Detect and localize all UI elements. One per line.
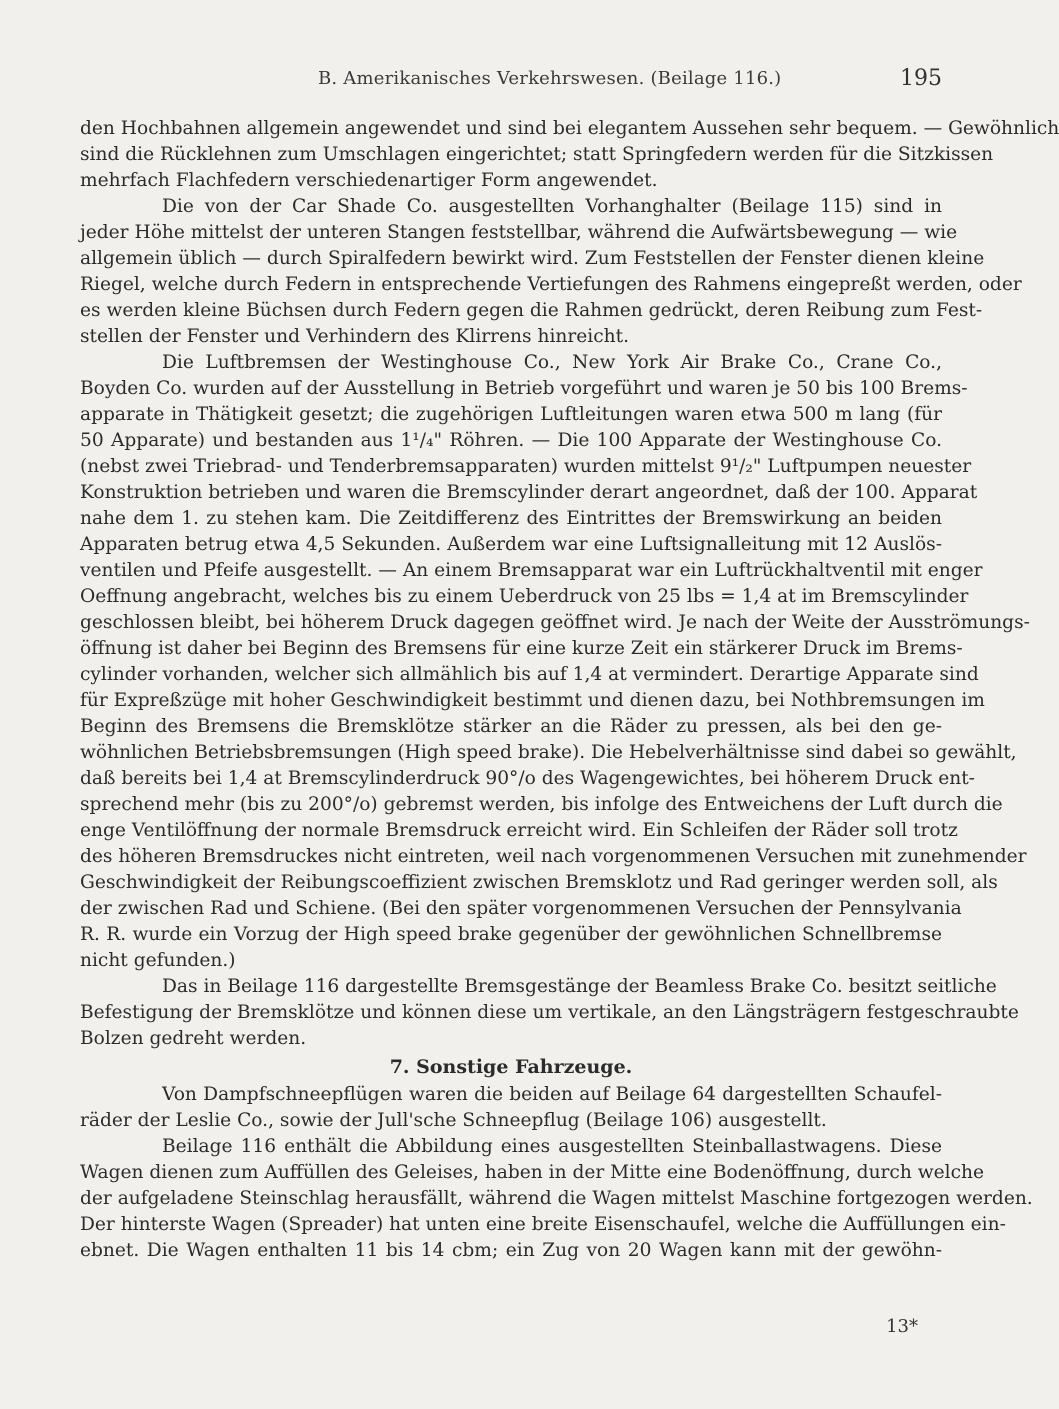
text-line: ventilen und Pfeife ausgestellt. — An einem Bremsapparat war ein Luftrückhaltventil mit enger — [80, 560, 983, 581]
page-number: 195 — [900, 66, 942, 91]
running-title: B. Amerikanisches Verkehrswesen. (Beilage 116.) — [318, 68, 782, 89]
text-line: sind die Rücklehnen zum Umschlagen eingerichtet; statt Springfedern werden für die Sitzkissen — [80, 144, 994, 165]
text-line: Geschwindigkeit der Reibungscoeffizient zwischen Bremsklotz und Rad geringer werden soll, als — [80, 872, 998, 893]
text-line: nahe dem 1. zu stehen kam. Die Zeitdifferenz des Eintrittes der Bremswirkung an beiden — [80, 508, 942, 529]
text-line: mehrfach Flachfedern verschiedenartiger Form angewendet. — [80, 170, 658, 191]
text-line: der zwischen Rad und Schiene. (Bei den später vorgenommenen Versuchen der Pennsylvania — [80, 898, 962, 919]
text-line: Befestigung der Bremsklötze und können diese um vertikale, an den Längsträgern festgeschraubte — [80, 1002, 1019, 1023]
text-line: sprechend mehr (bis zu 200°/o) gebremst werden, bis infolge des Entweichens der Luft durch die — [80, 794, 1003, 815]
text-line: räder der Leslie Co., sowie der Jull'sche Schneepflug (Beilage 106) ausgestellt. — [80, 1110, 827, 1131]
text-line: es werden kleine Büchsen durch Federn gegen die Rahmen gedrückt, deren Reibung zum Fest- — [80, 300, 983, 321]
text-line: Konstruktion betrieben und waren die Bremscylinder derart angeordnet, daß der 100. Apparat — [80, 482, 978, 503]
text-line: stellen der Fenster und Verhindern des Klirrens hinreicht. — [80, 326, 629, 347]
text-line: Bolzen gedreht werden. — [80, 1028, 307, 1049]
text-line: Apparaten betrug etwa 4,5 Sekunden. Außerdem war eine Luftsignalleitung mit 12 Auslös- — [80, 534, 942, 555]
text-line: nicht gefunden.) — [80, 950, 236, 971]
text-line: jeder Höhe mittelst der unteren Stangen feststellbar, während die Aufwärtsbewegung — wie — [80, 222, 958, 243]
text-line: Von Dampfschneepflügen waren die beiden auf Beilage 64 dargestellten Schaufel- — [162, 1084, 942, 1105]
signature-mark: 13* — [886, 1316, 918, 1337]
text-line: Boyden Co. wurden auf der Ausstellung in Betrieb vorgeführt und waren je 50 bis 100 Brems- — [80, 378, 968, 399]
text-line: Beginn des Bremsens die Bremsklötze stärker an die Räder zu pressen, als bei den ge- — [80, 716, 942, 737]
text-line: enge Ventilöffnung der normale Bremsdruck erreicht wird. Ein Schleifen der Räder soll trotz — [80, 820, 958, 841]
running-head — [0, 68, 1000, 98]
text-line: Der hinterste Wagen (Spreader) hat unten eine breite Eisenschaufel, welche die Auffüllungen ein- — [80, 1214, 1006, 1235]
text-line: öffnung ist daher bei Beginn des Bremsens für eine kurze Zeit ein stärkerer Druck im Brems- — [80, 638, 963, 659]
text-line: ebnet. Die Wagen enthalten 11 bis 14 cbm; ein Zug von 20 Wagen kann mit der gewöhn- — [80, 1240, 942, 1261]
text-line: Riegel, welche durch Federn in entsprechende Vertiefungen des Rahmens eingepreßt werden, oder — [80, 274, 1022, 295]
text-line: cylinder vorhanden, welcher sich allmählich bis auf 1,4 at vermindert. Derartige Apparate sind — [80, 664, 979, 685]
text-line: apparate in Thätigkeit gesetzt; die zugehörigen Luftleitungen waren etwa 500 m lang (für — [80, 404, 942, 425]
text-line: allgemein üblich — durch Spiralfedern bewirkt wird. Zum Feststellen der Fenster dienen kleine — [80, 248, 985, 269]
text-line: Oeffnung angebracht, welches bis zu einem Ueberdruck von 25 lbs = 1,4 at im Bremscylinder — [80, 586, 969, 607]
text-line: Die Luftbremsen der Westinghouse Co., New York Air Brake Co., Crane Co., — [162, 352, 942, 373]
section-heading: 7. Sonstige Fahrzeuge. — [389, 1056, 633, 1078]
text-line: geschlossen bleibt, bei höherem Druck dagegen geöffnet wird. Je nach der Weite der Ausströmungs- — [80, 612, 1030, 633]
body-text — [80, 116, 1059, 1264]
text-line: Die von der Car Shade Co. ausgestellten Vorhanghalter (Beilage 115) sind in — [162, 196, 942, 217]
text-line: den Hochbahnen allgemein angewendet und sind bei elegantem Aussehen sehr bequem. — Gewöhnlich — [80, 118, 1059, 139]
text-line: des höheren Bremsdruckes nicht eintreten, weil nach vorgenommenen Versuchen mit zunehmender — [80, 846, 1027, 867]
text-line: der aufgeladene Steinschlag herausfällt, während die Wagen mittelst Maschine fortgezogen werden. — [80, 1188, 1033, 1209]
text-line: (nebst zwei Triebrad- und Tenderbremsapparaten) wurden mittelst 9¹/₂" Luftpumpen neuester — [80, 456, 972, 477]
text-line: Das in Beilage 116 dargestellte Bremsgestänge der Beamless Brake Co. besitzt seitliche — [162, 976, 997, 997]
text-line: daß bereits bei 1,4 at Bremscylinderdruck 90°/o des Wagengewichtes, bei höherem Druck ent- — [80, 768, 975, 789]
text-line: 50 Apparate) und bestanden aus 1¹/₄" Röhren. — Die 100 Apparate der Westinghouse Co. — [80, 430, 942, 451]
text-line: Beilage 116 enthält die Abbildung eines ausgestellten Steinballastwagens. Diese — [162, 1136, 942, 1157]
text-line: Wagen dienen zum Auffüllen des Geleises, haben in der Mitte eine Bodenöffnung, durch welche — [80, 1162, 984, 1183]
text-line: für Expreßzüge mit hoher Geschwindigkeit bestimmt und dienen dazu, bei Nothbremsungen im — [80, 690, 985, 711]
text-line: R. R. wurde ein Vorzug der High speed brake gegenüber der gewöhnlichen Schnellbremse — [80, 924, 942, 945]
text-line: wöhnlichen Betriebsbremsungen (High speed brake). Die Hebelverhältnisse sind dabei so gewählt, — [80, 742, 1017, 763]
